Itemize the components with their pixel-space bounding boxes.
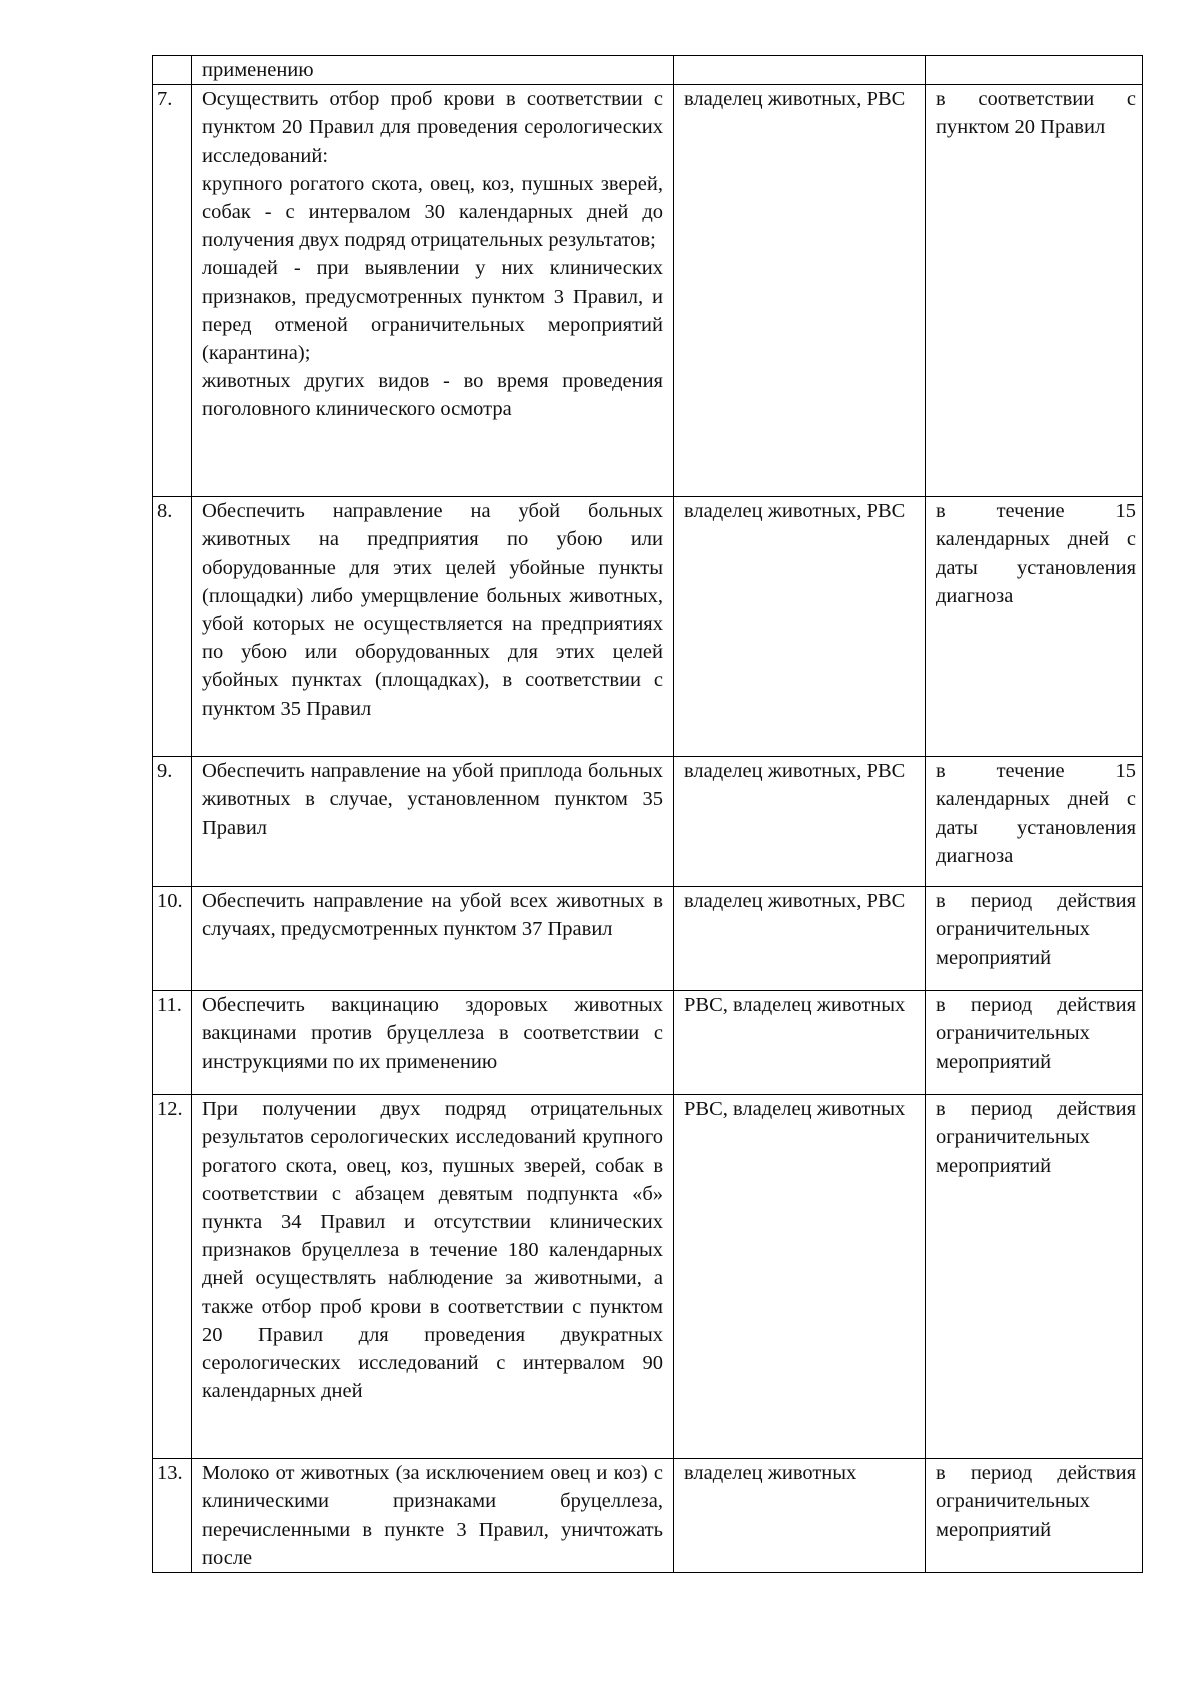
row-number: 13.	[153, 1459, 192, 1573]
table-row	[153, 56, 1143, 85]
measure-text	[192, 85, 674, 497]
measures-table	[152, 55, 1143, 1573]
deadline: в период действия ограничительных мероприятий	[926, 1459, 1143, 1573]
table-row	[153, 991, 1143, 1095]
measure-paragraph: применению	[202, 59, 314, 81]
measure-paragraph: Обеспечить вакцинацию здоровых животных вакцинами против бруцеллеза в соответствии с инструкциями по их применению	[202, 994, 663, 1073]
responsible-party: владелец животных, РВС	[674, 497, 926, 757]
measure-text	[192, 887, 674, 991]
row-number: 8.	[153, 497, 192, 757]
measure-paragraph: лошадей - при выявлении у них клинических признаков, предусмотренных пунктом 3 Правил, и перед отменой ограничительных мероприятий (карантина);	[202, 257, 663, 365]
table-row	[153, 1095, 1143, 1459]
measure-text	[192, 56, 674, 85]
responsible-party: владелец животных	[674, 1459, 926, 1573]
responsible-party	[674, 56, 926, 85]
responsible-party: РВС, владелец животных	[674, 991, 926, 1095]
table-row	[153, 85, 1143, 497]
deadline: в соответствии с пунктом 20 Правил	[926, 85, 1143, 497]
row-number	[153, 56, 192, 85]
deadline: в период действия ограничительных мероприятий	[926, 991, 1143, 1095]
measure-text	[192, 991, 674, 1095]
measure-paragraph: Обеспечить направление на убой больных животных на предприятия по убою или оборудованные для этих целей убойные пункты (площадки) либо умерщвление больных животных, убой которых не осуществляется на предприятиях по убою или оборудованных для этих целей убойных пунктах (площадках), в соответствии с пунктом 35 Правил	[202, 500, 663, 720]
measure-paragraph: Осуществить отбор проб крови в соответствии с пунктом 20 Правил для проведения серологических исследований:	[202, 88, 663, 167]
deadline	[926, 56, 1143, 85]
deadline: в течение 15 календарных дней с даты установления диагноза	[926, 757, 1143, 887]
row-number: 11.	[153, 991, 192, 1095]
deadline: в течение 15 календарных дней с даты установления диагноза	[926, 497, 1143, 757]
measure-text	[192, 497, 674, 757]
table-row	[153, 757, 1143, 887]
measure-paragraph: При получении двух подряд отрицательных результатов серологических исследований крупного рогатого скота, овец, коз, пушных зверей, собак в соответствии с абзацем девятым подпункта «б» пункта 34 Правил и отсутствии клинических признаков бруцеллеза в течение 180 календарных дней осуществлять наблюдение за животными, а также отбор проб крови в соответствии с пунктом 20 Правил для проведения двукратных серологических исследований с интервалом 90 календарных дней	[202, 1098, 663, 1403]
responsible-party: РВС, владелец животных	[674, 1095, 926, 1459]
responsible-party: владелец животных, РВС	[674, 757, 926, 887]
deadline: в период действия ограничительных мероприятий	[926, 887, 1143, 991]
table-row	[153, 497, 1143, 757]
measure-paragraph: крупного рогатого скота, овец, коз, пушных зверей, собак - с интервалом 30 календарных дней до получения двух подряд отрицательных результатов;	[202, 172, 663, 252]
row-number: 12.	[153, 1095, 192, 1459]
measure-paragraph: Молоко от животных (за исключением овец и коз) с клиническими признаками бруцеллеза, перечисленными в пункте 3 Правил, уничтожать после	[202, 1462, 663, 1569]
responsible-party: владелец животных, РВС	[674, 887, 926, 991]
measure-text	[192, 757, 674, 887]
measure-paragraph: Обеспечить направление на убой приплода больных животных в случае, установленном пунктом 35 Правил	[202, 760, 663, 839]
row-number: 7.	[153, 85, 192, 497]
row-number: 9.	[153, 757, 192, 887]
deadline: в период действия ограничительных мероприятий	[926, 1095, 1143, 1459]
measure-paragraph: животных других видов - во время проведения поголовного клинического осмотра	[202, 370, 663, 421]
measure-text	[192, 1459, 674, 1573]
table-row	[153, 1459, 1143, 1573]
responsible-party: владелец животных, РВС	[674, 85, 926, 497]
measures-table-body	[153, 56, 1143, 1573]
table-row	[153, 887, 1143, 991]
row-number: 10.	[153, 887, 192, 991]
measure-paragraph: Обеспечить направление на убой всех животных в случаях, предусмотренных пунктом 37 Правил	[202, 890, 663, 941]
measure-text	[192, 1095, 674, 1459]
